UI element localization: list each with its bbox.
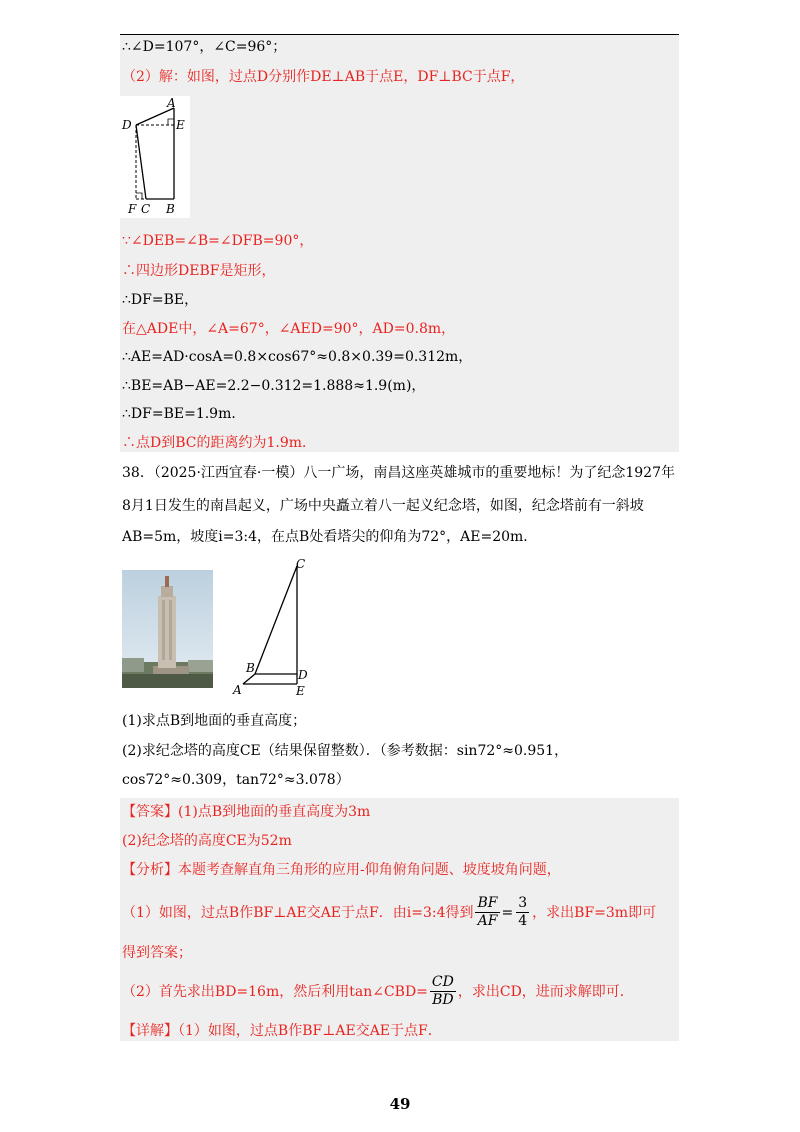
analysis-line-2-text: （1）如图，过点B作BF⊥AE交AE于点F．由i=3:4得到 bbox=[122, 904, 474, 921]
analysis-line-4-text: （2）首先求出BD=16m，然后利用tan∠CBD= bbox=[122, 983, 428, 1000]
analysis-line-2 bbox=[122, 895, 656, 930]
equals-sign: = bbox=[501, 904, 514, 921]
solution-line-4: ∴四边形DEBF是矩形， bbox=[122, 263, 276, 279]
solution-line-7: ∴AE=AD·cosA=0.8×cos67°≈0.8×0.39=0.312m， bbox=[122, 349, 473, 365]
fraction-3-4-denominator: 4 bbox=[518, 913, 528, 929]
analysis-line-2-tail: ，求出BF=3m即可 bbox=[532, 904, 657, 921]
fig2-label-c: C bbox=[296, 558, 306, 571]
fig1-label-c: C bbox=[141, 202, 151, 216]
answer-line-1: 【答案】(1)点B到地面的垂直高度为3m bbox=[122, 804, 371, 820]
solution-line-1: ∴∠D=107°，∠C=96°； bbox=[122, 39, 287, 55]
segment-bc-sightline bbox=[255, 566, 297, 674]
fig1-label-f: F bbox=[128, 202, 137, 216]
fig1-label-e: E bbox=[176, 118, 185, 132]
fraction-3-4-numerator: 3 bbox=[518, 895, 528, 911]
solution-line-10: ∴点D到BC的距离约为1.9m． bbox=[122, 435, 317, 451]
question-1: (1)求点B到地面的垂直高度； bbox=[122, 713, 307, 729]
fraction-cd-bd-numerator: CD bbox=[431, 974, 454, 990]
analysis-line-3: 得到答案； bbox=[122, 945, 192, 961]
fraction-3-4 bbox=[516, 895, 529, 930]
fig2-label-b: B bbox=[246, 661, 255, 675]
solution-line-3: ∵∠DEB=∠B=∠DFB=90°， bbox=[122, 233, 314, 249]
quadrilateral-figure bbox=[120, 96, 190, 218]
fig2-label-d: D bbox=[298, 668, 308, 682]
fig1-label-a: A bbox=[167, 96, 176, 110]
fraction-bf-af-numerator: BF bbox=[477, 895, 498, 911]
problem-text-1: 38．（2025·江西宜春·一模）八一广场，南昌这座英雄城市的重要地标！为了纪念1927年 bbox=[122, 465, 675, 481]
slope-tower-figure bbox=[230, 558, 316, 698]
monument-photo bbox=[122, 570, 213, 688]
fig1-label-b: B bbox=[166, 202, 175, 216]
question-3: cos72°≈0.309，tan72°≈3.078） bbox=[122, 772, 350, 788]
solution-line-5: ∴DF=BE， bbox=[122, 292, 199, 308]
segment-ab-slope bbox=[243, 674, 255, 684]
answer-line-2: (2)纪念塔的高度CE为52m bbox=[122, 833, 292, 849]
analysis-line-4-tail: ，求出CD，进而求解即可． bbox=[457, 983, 634, 1000]
solution-line-9: ∴DF=BE=1.9m． bbox=[122, 406, 246, 422]
fraction-bf-af-denominator: AF bbox=[477, 913, 498, 929]
fig2-label-a: A bbox=[233, 683, 242, 697]
solution-line-6: 在△ADE中，∠A=67°，∠AED=90°，AD=0.8m， bbox=[122, 321, 456, 337]
solution-line-8: ∴BE=AB−AE=2.2−0.312=1.888≈1.9(m)， bbox=[122, 378, 426, 394]
fraction-cd-bd bbox=[430, 974, 456, 1009]
analysis-line-4 bbox=[122, 974, 634, 1009]
fig1-label-d: D bbox=[122, 118, 132, 132]
fraction-cd-bd-denominator: BD bbox=[432, 992, 454, 1008]
page-number: 49 bbox=[389, 1095, 411, 1113]
solution-line-2: （2）解：如图，过点D分别作DE⊥AB于点E，DF⊥BC于点F， bbox=[122, 69, 525, 85]
analysis-line-1: 【分析】本题考查解直角三角形的应用-仰角俯角问题、坡度坡角问题， bbox=[122, 862, 561, 878]
fraction-bf-af bbox=[475, 895, 499, 930]
problem-text-3: AB=5m，坡度i=3:4，在点B处看塔尖的仰角为72°，AE=20m． bbox=[122, 529, 538, 545]
problem-text-2: 8月1日发生的南昌起义，广场中央矗立着八一起义纪念塔，如图，纪念塔前有一斜坡 bbox=[122, 498, 644, 514]
question-2: (2)求纪念塔的高度CE（结果保留整数）．（参考数据：sin72°≈0.951， bbox=[122, 743, 569, 759]
fig2-label-e: E bbox=[296, 684, 305, 698]
detail-line-1: 【详解】（1）如图，过点B作BF⊥AE交AE于点F． bbox=[122, 1023, 442, 1039]
